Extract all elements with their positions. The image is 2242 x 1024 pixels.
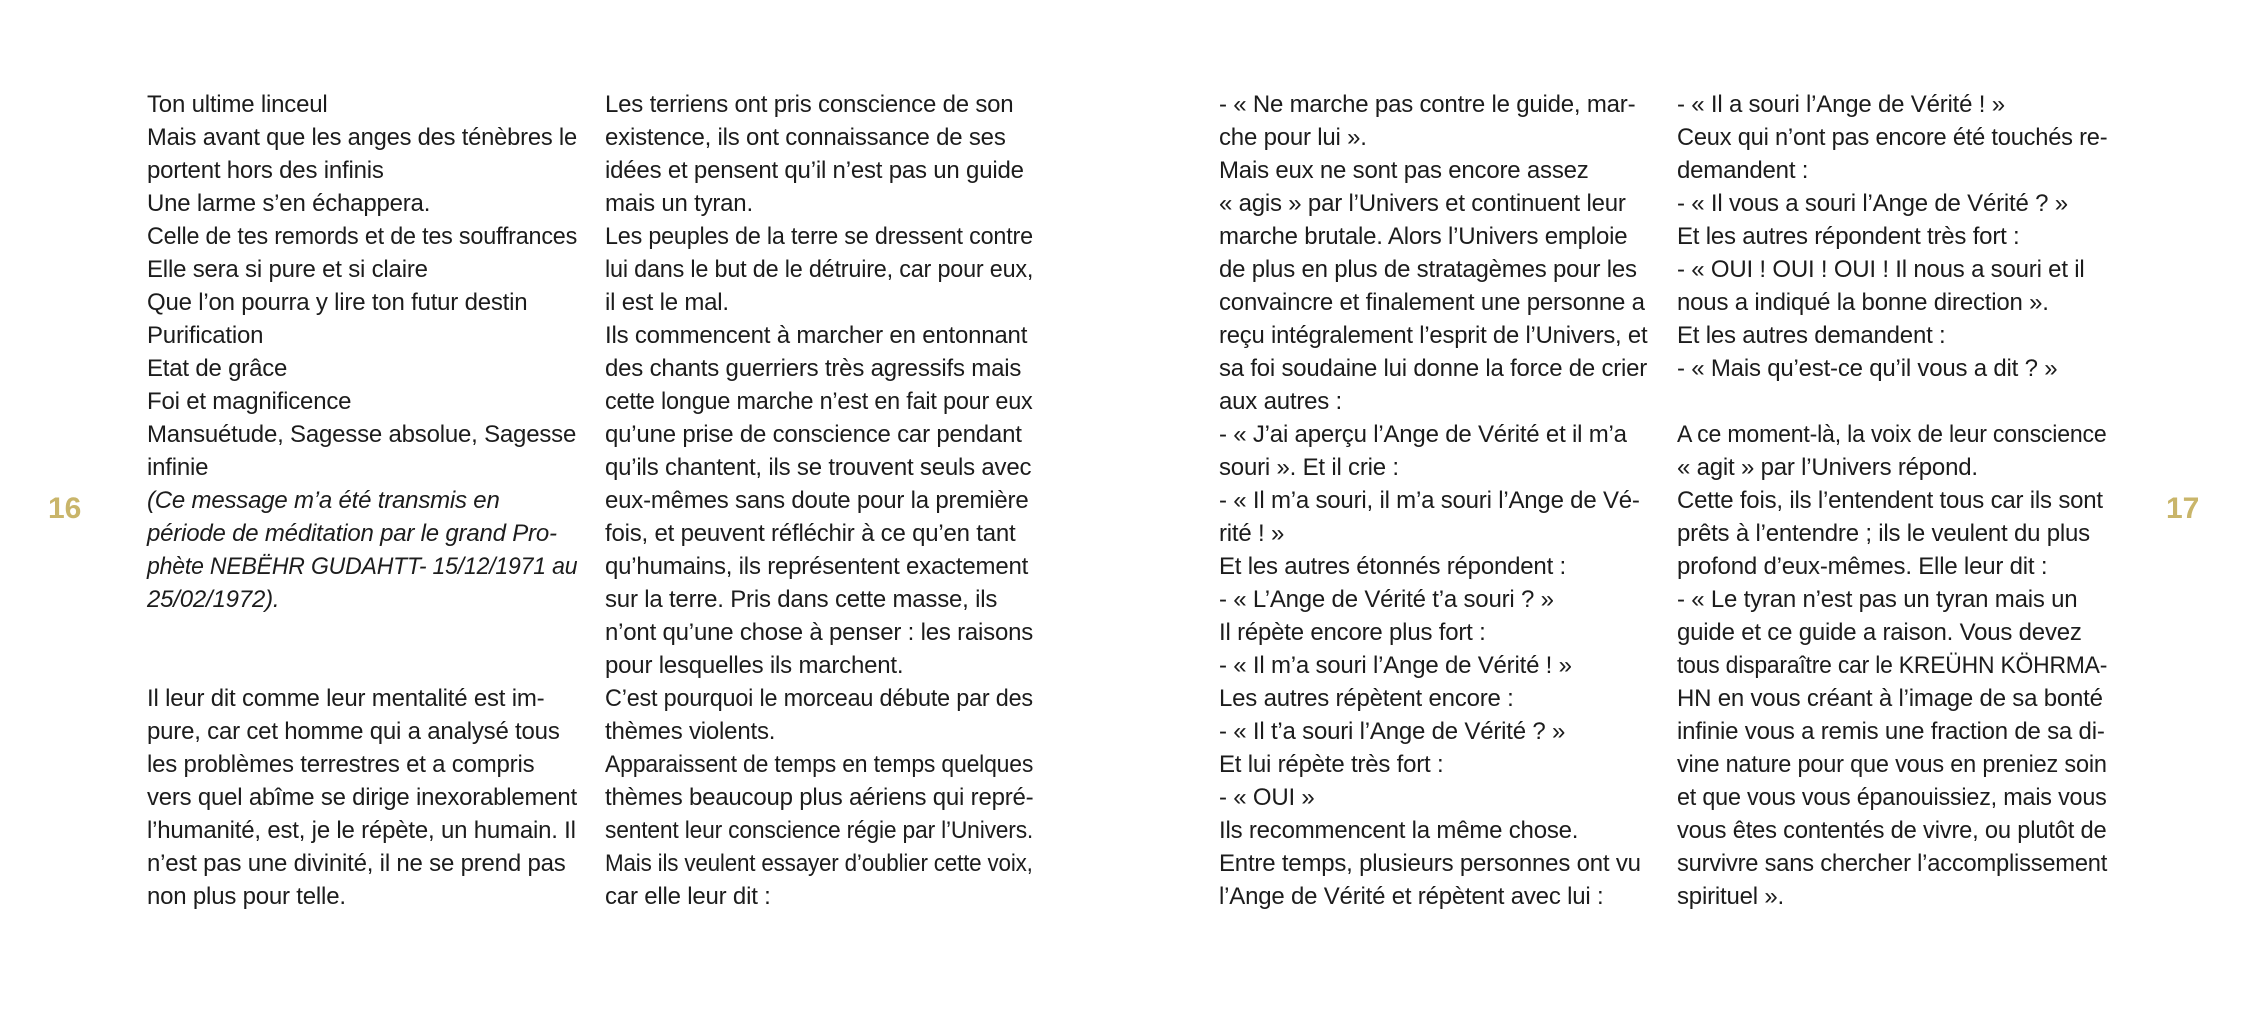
text-line: thèmes beaucoup plus aériens qui repré- bbox=[605, 784, 1034, 811]
text-line: thèmes violents. bbox=[605, 718, 776, 745]
spacer bbox=[1677, 385, 2107, 418]
text-line: - « Il a souri l’Ange de Vérité ! » bbox=[1677, 91, 2005, 118]
text-line: Apparaissent de temps en temps quelques bbox=[605, 751, 1034, 778]
paragraph-line: vers quel abîme se dirige inexorablement bbox=[147, 784, 577, 811]
text-line: il est le mal. bbox=[605, 289, 729, 316]
text-line: Et lui répète très fort : bbox=[1219, 751, 1444, 778]
text-line: profond d’eux-mêmes. Elle leur dit : bbox=[1677, 553, 2048, 580]
text-line: Ceux qui n’ont pas encore été touchés re- bbox=[1677, 124, 2108, 151]
text-line: - « J’ai aperçu l’Ange de Vérité et il m’a bbox=[1219, 421, 1627, 448]
text-line: n’ont qu’une chose à penser : les raisons bbox=[605, 619, 1034, 646]
text-line: tous disparaître car le KREÜHN KÖHRMA- bbox=[1677, 652, 2108, 679]
poem-line: Foi et magnificence bbox=[147, 388, 352, 415]
text-line: - « Le tyran n’est pas un tyran mais un bbox=[1677, 586, 2078, 613]
text-line: Et les autres demandent : bbox=[1677, 322, 1946, 349]
text-line: - « Ne marche pas contre le guide, mar- bbox=[1219, 91, 1636, 118]
text-line: « agis » par l’Univers et continuent leur bbox=[1219, 190, 1626, 217]
text-line: sentent leur conscience régie par l’Univers. bbox=[605, 817, 1034, 844]
text-line: Mais ils veulent essayer d’oublier cette voix, bbox=[605, 850, 1033, 877]
text-line: cette longue marche n’est en fait pour eux bbox=[605, 388, 1033, 415]
text-line: de plus en plus de stratagèmes pour les bbox=[1219, 256, 1637, 283]
text-line: vine nature pour que vous en preniez soin bbox=[1677, 751, 2107, 778]
text-line: vous êtes contentés de vivre, ou plutôt de bbox=[1677, 817, 2107, 844]
column-2 bbox=[605, 88, 1033, 913]
text-line: fois, et peuvent réfléchir à ce qu’en tant bbox=[605, 520, 1016, 547]
text-line: Ils commencent à marcher en entonnant bbox=[605, 322, 1028, 349]
column-4 bbox=[1677, 88, 2107, 913]
text-line: - « Il m’a souri l’Ange de Vérité ! » bbox=[1219, 652, 1572, 679]
text-line: qu’ils chantent, ils se trouvent seuls avec bbox=[605, 454, 1032, 481]
poem-line: infinie bbox=[147, 454, 209, 481]
paragraph bbox=[147, 682, 577, 913]
text-line: Les autres répètent encore : bbox=[1219, 685, 1514, 712]
text-line: infinie vous a remis une fraction de sa di- bbox=[1677, 718, 2105, 745]
text-line: nous a indiqué la bonne direction ». bbox=[1677, 289, 2049, 316]
poem-line: Purification bbox=[147, 322, 264, 349]
poem-line: Ton ultime linceul bbox=[147, 91, 328, 118]
text-line: Il répète encore plus fort : bbox=[1219, 619, 1486, 646]
text-line: Mais eux ne sont pas encore assez bbox=[1219, 157, 1589, 184]
text-line: reçu intégralement l’esprit de l’Univers, et bbox=[1219, 322, 1648, 349]
text-line: qu’une prise de conscience car pendant bbox=[605, 421, 1022, 448]
page-number-left: 16 bbox=[48, 492, 82, 525]
poem-line: Etat de grâce bbox=[147, 355, 288, 382]
text-line: l’Ange de Vérité et répètent avec lui : bbox=[1219, 883, 1604, 910]
spacer bbox=[147, 616, 577, 682]
text-line: car elle leur dit : bbox=[605, 883, 771, 910]
text-line: Cette fois, ils l’entendent tous car ils sont bbox=[1677, 487, 2103, 514]
text-line: mais un tyran. bbox=[605, 190, 753, 217]
column-3 bbox=[1219, 88, 1647, 913]
poem-line: Celle de tes remords et de tes souffrances bbox=[147, 223, 578, 250]
text-line: convaincre et finalement une personne a bbox=[1219, 289, 1645, 316]
text-line: sa foi soudaine lui donne la force de crier bbox=[1219, 355, 1648, 382]
text-line: idées et pensent qu’il n’est pas un guide bbox=[605, 157, 1024, 184]
poem-line: Elle sera si pure et si claire bbox=[147, 256, 428, 283]
text-line: - « OUI » bbox=[1219, 784, 1315, 811]
text-line: Et les autres répondent très fort : bbox=[1677, 223, 2020, 250]
text-line: existence, ils ont connaissance de ses bbox=[605, 124, 1006, 151]
text-line: Entre temps, plusieurs personnes ont vu bbox=[1219, 850, 1641, 877]
text-line: des chants guerriers très agressifs mais bbox=[605, 355, 1022, 382]
poem-line: portent hors des infinis bbox=[147, 157, 384, 184]
poem bbox=[147, 88, 577, 484]
poem-line: Mansuétude, Sagesse absolue, Sagesse bbox=[147, 421, 577, 448]
poem-line: Une larme s’en échappera. bbox=[147, 190, 431, 217]
text-line: - « Mais qu’est-ce qu’il vous a dit ? » bbox=[1677, 355, 2058, 382]
poem-line: Mais avant que les anges des ténèbres le bbox=[147, 124, 577, 151]
poem-line: Que l’on pourra y lire ton futur destin bbox=[147, 289, 528, 316]
text-line: che pour lui ». bbox=[1219, 124, 1367, 151]
text-line: Ils recommencent la même chose. bbox=[1219, 817, 1579, 844]
text-line: pour lesquelles ils marchent. bbox=[605, 652, 904, 679]
text-line: - « Il vous a souri l’Ange de Vérité ? » bbox=[1677, 190, 2068, 217]
text-line: souri ». Et il crie : bbox=[1219, 454, 1399, 481]
text-line: Les terriens ont pris conscience de son bbox=[605, 91, 1014, 118]
text-line: Les peuples de la terre se dressent contre bbox=[605, 223, 1033, 250]
column-1 bbox=[147, 88, 577, 913]
text-line: spirituel ». bbox=[1677, 883, 1784, 910]
text-line: demandent : bbox=[1677, 157, 1809, 184]
paragraph-line: Il leur dit comme leur mentalité est im- bbox=[147, 685, 545, 712]
text-line: - « L’Ange de Vérité t’a souri ? » bbox=[1219, 586, 1554, 613]
note-line: phète NEBËHR GUDAHTT- 15/12/1971 au bbox=[147, 553, 578, 580]
paragraph-line: l’humanité, est, je le répète, un humain. Il bbox=[147, 817, 576, 844]
text-line: - « Il m’a souri, il m’a souri l’Ange de Vé- bbox=[1219, 487, 1640, 514]
text-line: C’est pourquoi le morceau débute par des bbox=[605, 685, 1033, 712]
paragraph-line: non plus pour telle. bbox=[147, 883, 346, 910]
paragraph-line: pure, car cet homme qui a analysé tous bbox=[147, 718, 560, 745]
text-line: et que vous vous épanouissiez, mais vous bbox=[1677, 784, 2107, 811]
text-line: lui dans le but de le détruire, car pour eux, bbox=[605, 256, 1034, 283]
text-line: - « OUI ! OUI ! OUI ! Il nous a souri et il bbox=[1677, 256, 2085, 283]
text-line: qu’humains, ils représentent exactement bbox=[605, 553, 1029, 580]
text-line: eux-mêmes sans doute pour la première bbox=[605, 487, 1029, 514]
text-line: guide et ce guide a raison. Vous devez bbox=[1677, 619, 2082, 646]
text-line: survivre sans chercher l’accomplissement bbox=[1677, 850, 2108, 877]
paragraph-line: les problèmes terrestres et a compris bbox=[147, 751, 535, 778]
text-line: marche brutale. Alors l’Univers emploie bbox=[1219, 223, 1628, 250]
note-line: 25/02/1972). bbox=[147, 586, 280, 613]
text-line: « agit » par l’Univers répond. bbox=[1677, 454, 1978, 481]
text-line: rité ! » bbox=[1219, 520, 1285, 547]
page-number-right: 17 bbox=[2166, 492, 2200, 525]
transmission-note bbox=[147, 484, 577, 616]
text-line: sur la terre. Pris dans cette masse, ils bbox=[605, 586, 998, 613]
text-line: Et les autres étonnés répondent : bbox=[1219, 553, 1566, 580]
text-line: prêts à l’entendre ; ils le veulent du plus bbox=[1677, 520, 2090, 547]
text-line: aux autres : bbox=[1219, 388, 1343, 415]
note-line: (Ce message m’a été transmis en bbox=[147, 487, 500, 514]
note-line: période de méditation par le grand Pro- bbox=[147, 520, 557, 547]
text-line: A ce moment-là, la voix de leur conscience bbox=[1677, 421, 2107, 448]
text-line: HN en vous créant à l’image de sa bonté bbox=[1677, 685, 2103, 712]
text-line: - « Il t’a souri l’Ange de Vérité ? » bbox=[1219, 718, 1566, 745]
paragraph-line: n’est pas une divinité, il ne se prend pas bbox=[147, 850, 566, 877]
